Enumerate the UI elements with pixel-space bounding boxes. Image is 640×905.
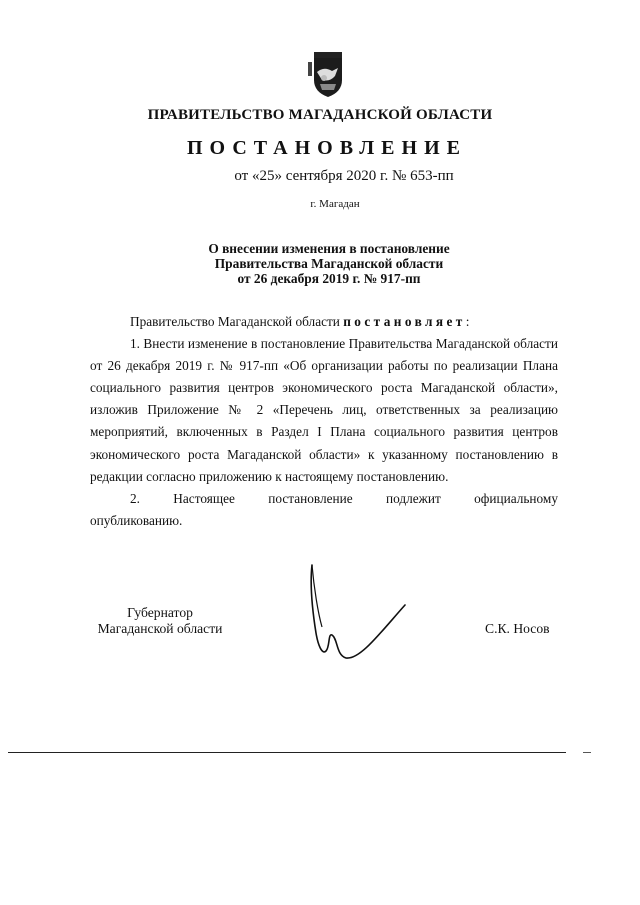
document-type: ПОСТАНОВЛЕНИЕ [187, 137, 467, 159]
p2-word: Настоящее [173, 490, 235, 506]
handwritten-signature [300, 563, 415, 668]
page-divider-fragment [583, 752, 591, 753]
document-city: г. Магадан [310, 198, 360, 210]
paragraph-2-line-1 [90, 488, 558, 510]
intro-prefix: Правительство Магаданской области [130, 314, 344, 329]
signatory-name: С.К. Носов [485, 621, 550, 636]
signatory-title-line-2: Магаданской области [97, 621, 223, 636]
p2-word: 2. [130, 490, 140, 506]
p2-word: официальному [474, 490, 558, 506]
signatory-title [90, 605, 230, 637]
page-divider [8, 752, 566, 753]
intro-decree-word: постановляет [343, 314, 466, 329]
title-line-3: от 26 декабря 2019 г. № 917-пп [237, 271, 421, 286]
document-body [90, 311, 558, 532]
title-line-1: О внесении изменения в постановление [208, 241, 450, 256]
coat-of-arms-icon [300, 52, 354, 98]
intro-suffix: : [465, 314, 470, 329]
document-date-number: от «25» сентября 2020 г. № 653-пп [234, 168, 454, 184]
paragraph-1: 1. Внести изменение в постановление Правительства Магаданской области от 26 декабря 2019 г. № 917-пп «Об организации работы по реализации Плана социального развития центров экономического роста Магаданской области», изложив Приложение № 2 «Перечень лиц, ответственных за реализацию мероприятий, включенных в Раздел I Плана социального развития центров экономического роста Магаданской области» к указанному постановлению в редакции согласно приложению к настоящему постановлению. [90, 336, 558, 484]
signatory-title-line-1: Губернатор [127, 605, 193, 620]
document-title [0, 241, 640, 286]
title-line-2: Правительства Магаданской области [214, 256, 444, 271]
paragraph-2-line-2: опубликованию. [90, 512, 183, 528]
p2-word: подлежит [385, 490, 441, 506]
organization-name: ПРАВИТЕЛЬСТВО МАГАДАНСКОЙ ОБЛАСТИ [147, 107, 493, 123]
p2-word: постановление [268, 490, 353, 506]
intro-paragraph [90, 311, 558, 333]
